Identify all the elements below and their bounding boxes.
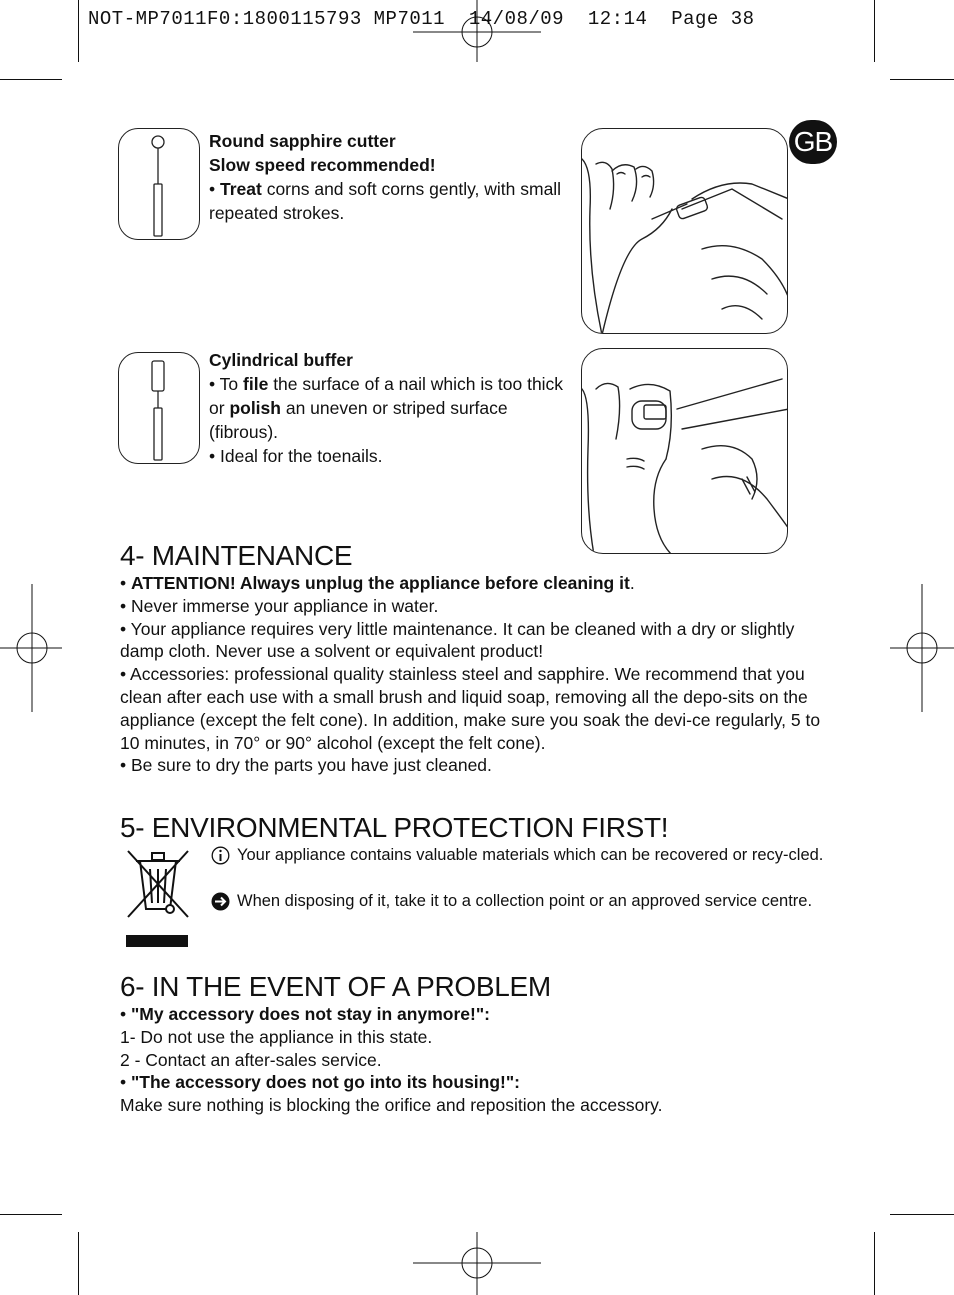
text-end: an uneven or striped surface (fibrous). [209,398,508,442]
environment-heading: 5- ENVIRONMENTAL PROTECTION FIRST! [120,812,669,843]
bold-word: Treat [220,179,262,199]
maintenance-heading: 4- MAINTENANCE [120,540,353,571]
round-cutter-description [209,129,579,225]
maintenance-item: • Be sure to dry the parts you have just cleaned. [120,755,492,776]
cylindrical-buffer-title: Cylindrical buffer [209,350,353,370]
cutter-usage-illustration [581,128,788,334]
cylindrical-buffer-description [209,348,579,468]
text-prefix: • To [209,374,244,394]
bold-word: file [243,374,269,394]
bold-word: polish [229,398,281,418]
buffer-usage-illustration [581,348,788,554]
problem-heading: 6- IN THE EVENT OF A PROBLEM [120,971,551,1002]
environment-line-2: When disposing of it, take it to a collection point or an approved service centre. [237,892,813,910]
maintenance-body [120,572,835,777]
info-icon [211,846,230,865]
maintenance-item: • Your appliance requires very little maintenance. It can be cleaned with a dry or slightly damp cloth. Never use a solvent or equivalent product! [120,618,795,662]
round-cutter-icon [118,128,200,240]
problem-question-1: "My accessory does not stay in anymore!": [131,1004,490,1024]
print-slug: NOT-MP7011F0:1800115793 MP7011 14/08/09 12:14 Page 38 [88,8,755,30]
problem-question-2: "The accessory does not go into its housing!": [131,1072,520,1093]
problem-answer: Make sure nothing is blocking the orifice and reposition the accessory. [120,1095,663,1116]
attention-warning: ATTENTION! Always unplug the appliance before cleaning it [131,573,630,593]
bullet: • [209,179,220,199]
problem-answer: 1- Do not use the appliance in this state. [120,1026,433,1047]
maintenance-item: • Never immerse your appliance in water. [120,595,439,616]
bullet: • [120,1004,131,1024]
environment-line-1: Your appliance contains valuable materials which can be recovered or recy-cled. [237,846,824,864]
round-cutter-text: corns and soft corns gently, with small repeated strokes. [209,179,562,223]
arrow-right-icon [211,892,230,911]
round-cutter-title: Round sapphire cutter [209,131,396,151]
bullet: • [120,573,131,593]
crossed-out-bin-icon [122,847,194,949]
cylindrical-buffer-icon [118,352,200,464]
cylindrical-buffer-line2: • Ideal for the toenails. [209,446,383,466]
maintenance-item: • Accessories: professional quality stainless steel and sapphire. We recommend that you clean after each use with a small brush and liquid soap, removing all the depo-sits on the appliance (except the felt cone). In addition, make sure you soak the devi-ce regularly, 5 to 10 minutes, in 70° or 90° alcohol (except the felt cone). [120,664,821,753]
problem-body [120,1003,835,1117]
bullet: • [120,1072,131,1093]
punctuation: . [629,573,635,593]
language-badge: GB [789,120,837,164]
problem-answer: 2 - Contact an after-sales service. [120,1049,382,1070]
round-cutter-subtitle: Slow speed recommended! [209,155,436,175]
text-mid: the surface of a nail which is too thick or [209,374,564,418]
